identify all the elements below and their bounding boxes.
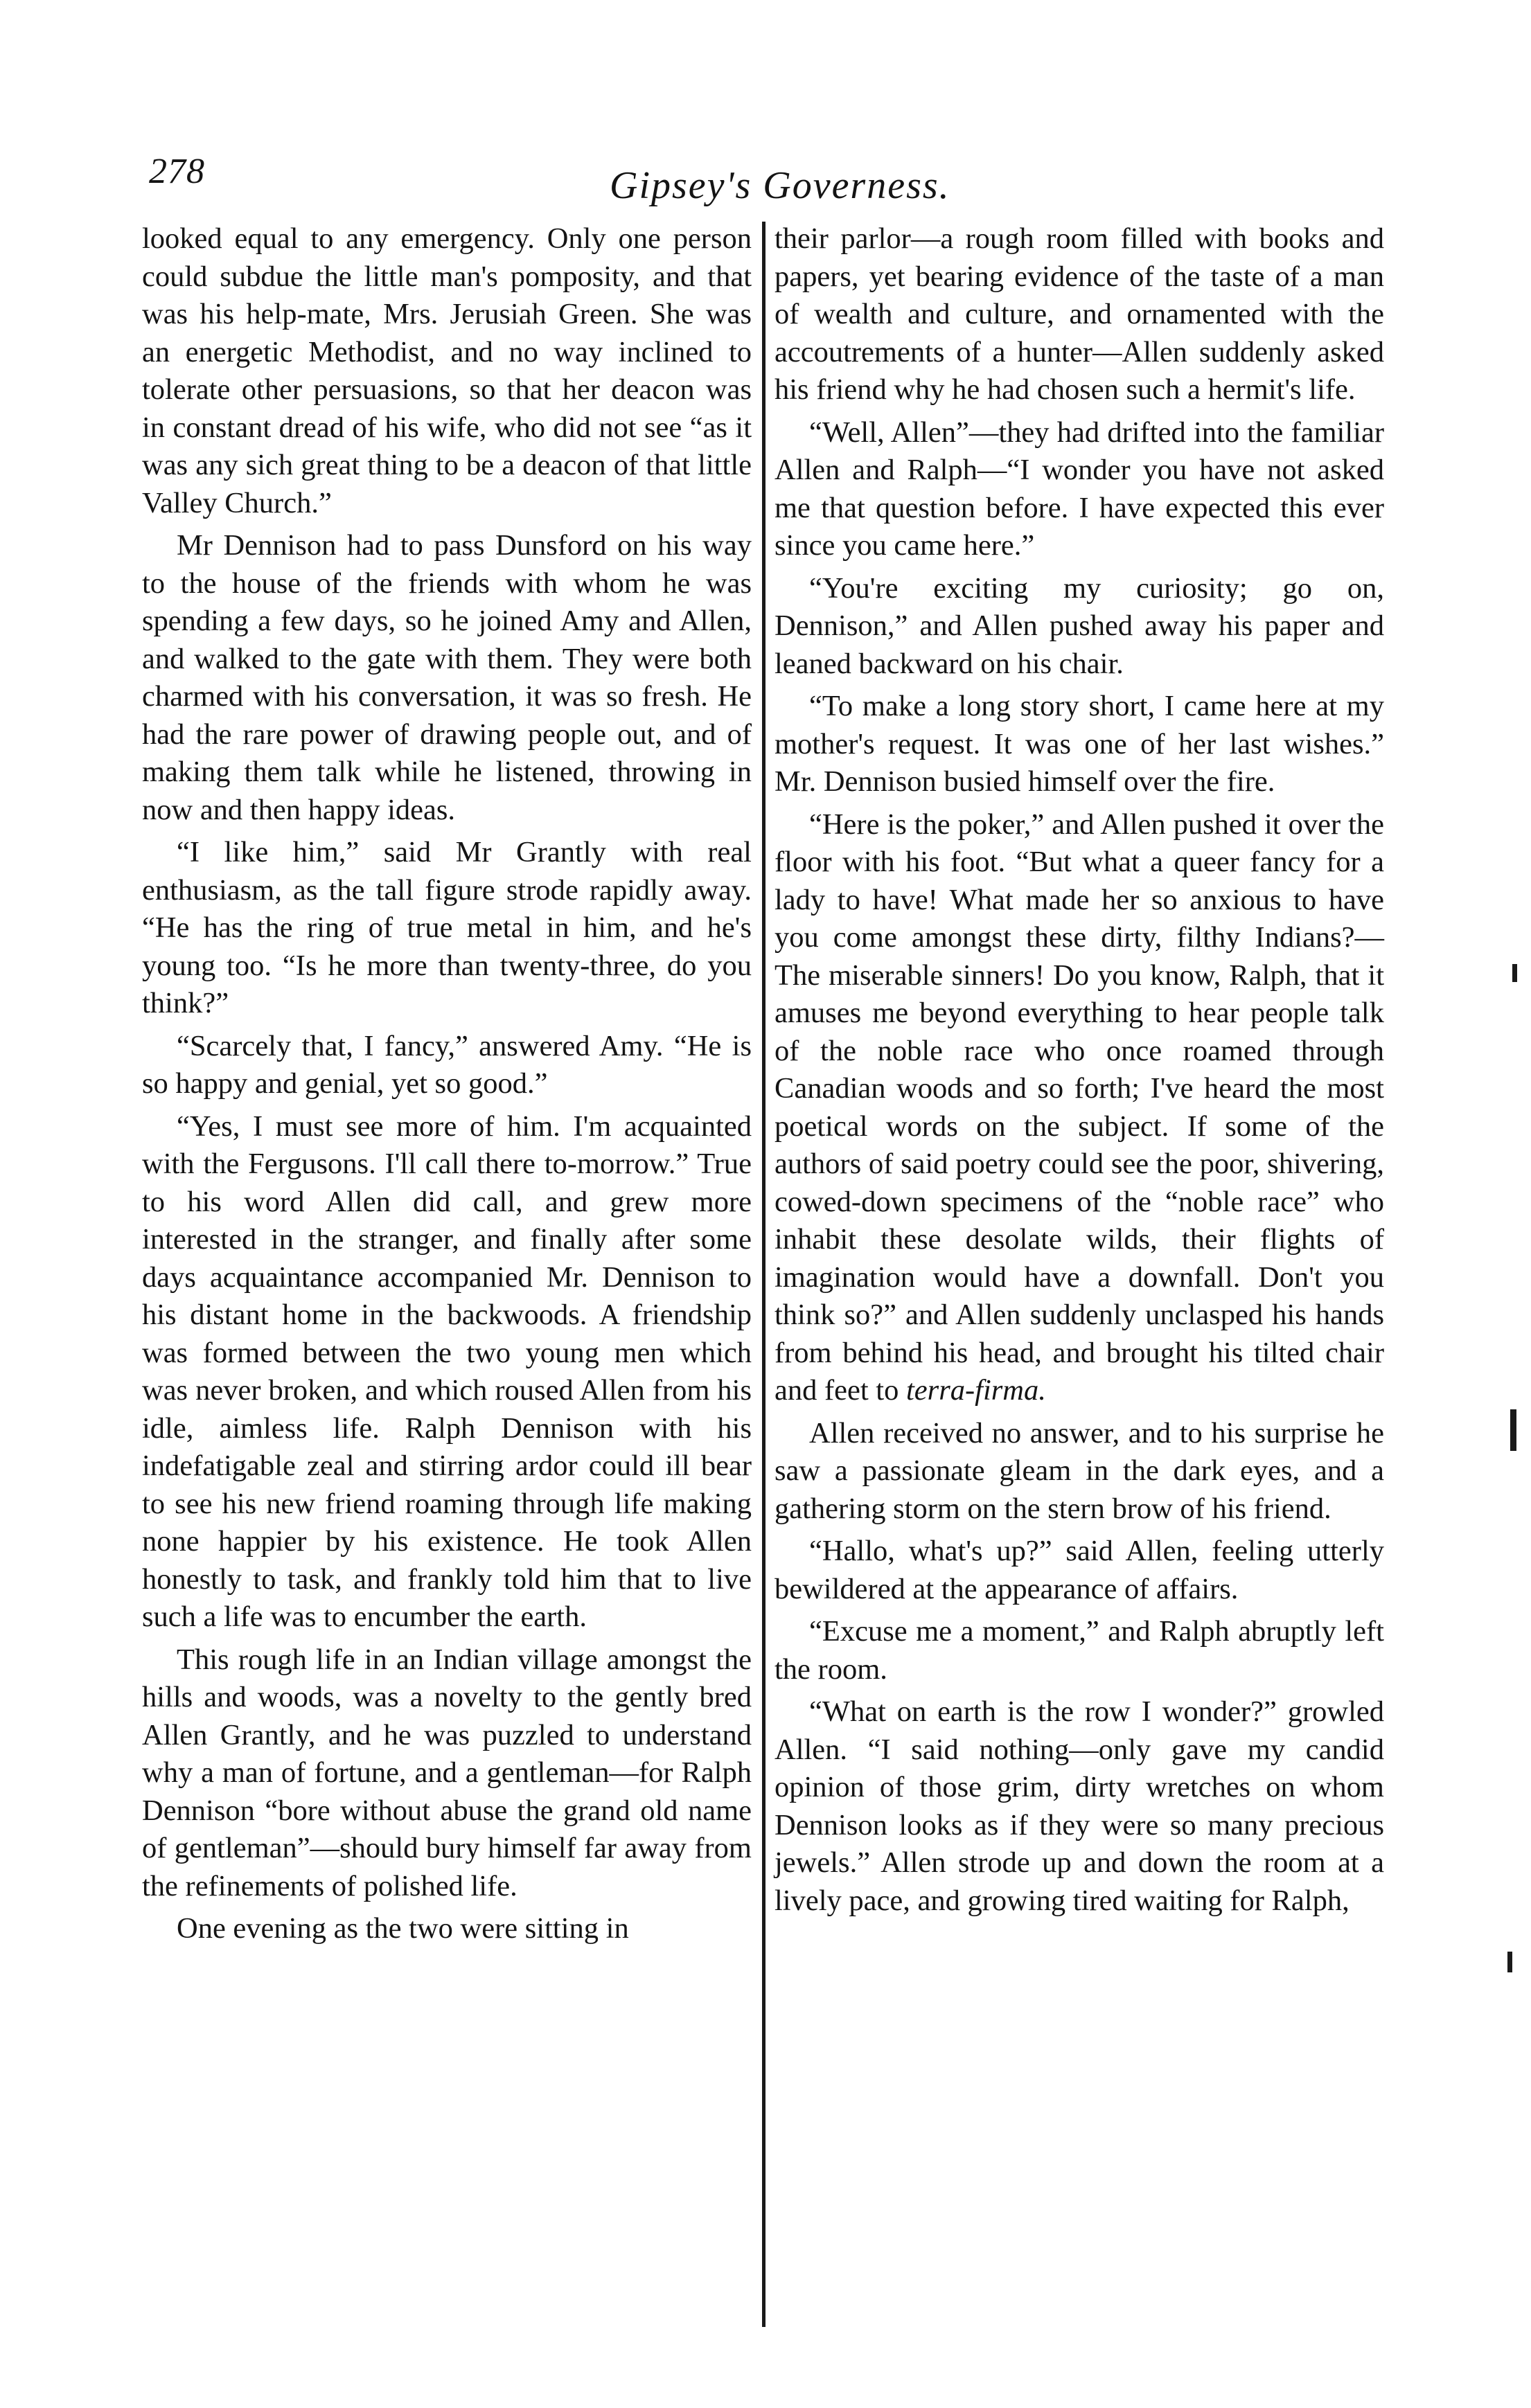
right-text-column xyxy=(775,220,1384,1925)
paragraph: “What on earth is the row I wonder?” growled Allen. “I said nothing—only gave my candid opinion of those grim, dirty wretches on whom Dennison looks as if they were so many precious jewels.” Allen strode up and down the room at a lively pace, and growing tired waiting for Ralph, xyxy=(775,1695,1384,1917)
paragraph: looked equal to any emergency. Only one person could subdue the little man's pomposity, and that was his help-mate, Mrs. Jerusiah Green. She was an energetic Methodist, and no way inclined to tolerate other persuasions, so that her deacon was in constant dread of his wife, who did not see “as it was any sich great thing to be a deacon of that little Valley Church.” xyxy=(142,222,752,519)
running-head: Gipsey's Governess. xyxy=(610,164,950,207)
paragraph: “I like him,” said Mr Grantly with real enthusiasm, as the tall figure strode rapidly away. “He has the ring of true metal in him, and he's young too. “Is he more than twenty-three, do you think?” xyxy=(142,836,752,1019)
paragraph: “Yes, I must see more of him. I'm acquainted with the Fergusons. I'll call there to-morrow.” True to his word Allen did call, and grew more interested in the stranger, and finally after some days acquaintance accompanied Mr. Dennison to his distant home in the backwoods. A friendship was formed between the two young men which was never broken, and which roused Allen from his idle, aimless life. Ralph Dennison with his indefatigable zeal and stirring ardor could ill bear to see his new friend roaming through life making none happier by his existence. He took Allen honestly to task, and frankly told him that to live such a life was to encumber the earth. xyxy=(142,1109,752,1633)
paragraph: “You're exciting my curiosity; go on, Dennison,” and Allen pushed away his paper and leaned backward on his chair. xyxy=(775,571,1384,680)
left-text-column xyxy=(142,220,752,1953)
paragraph: “Well, Allen”—they had drifted into the familiar Allen and Ralph—“I wonder you have not asked me that question before. I have expected this ever since you came here.” xyxy=(775,416,1384,562)
column-divider-rule xyxy=(762,222,766,2327)
paragraph-text: “Here is the poker,” and Allen pushed it over the floor with his foot. “But what a queer fancy for a lady to have! What made her so anxious to have you come amongst these dirty, filthy Indians?—The miserable sinners! Do you know, Ralph, that it amuses me beyond everything to hear people talk of the noble race who once roamed through Canadian woods and so forth; I've heard the most poetical words on the subject. If some of the authors of said poetry could see the poor, shivering, cowed-down specimens of the “noble race” who inhabit these desolate wilds, their flights of imagination would have a downfall. Don't you think so?” and Allen suddenly unclasped his hands from behind his head, and brought his tilted chair and feet to xyxy=(775,808,1384,1407)
paragraph: This rough life in an Indian village amongst the hills and woods, was a novelty to the gently bred Allen Grantly, and he was puzzled to understand why a man of fortune, and a gentleman—for Ralph Dennison “bore without abuse the grand old name of gentleman”—should bury himself far away from the refinements of polished life. xyxy=(142,1643,752,1902)
paragraph xyxy=(775,806,1384,1410)
paragraph: “To make a long story short, I came here at my mother's request. It was one of her last wishes.” Mr. Dennison busied himself over the fire. xyxy=(775,690,1384,798)
paragraph: “Scarcely that, I fancy,” answered Amy. “He is so happy and genial, yet so good.” xyxy=(142,1029,752,1100)
paragraph: Allen received no answer, and to his surprise he saw a passionate gleam in the dark eyes, and a gathering storm on the stern brow of his friend. xyxy=(775,1416,1384,1525)
margin-mark xyxy=(1510,1409,1516,1451)
paragraph: “Hallo, what's up?” said Allen, feeling utterly bewildered at the appearance of affairs. xyxy=(775,1535,1384,1605)
margin-mark xyxy=(1512,964,1517,982)
paragraph: Mr Dennison had to pass Dunsford on his way to the house of the friends with whom he was spending a few days, so he joined Amy and Allen, and walked to the gate with them. They were both charmed with his conversation, it was so fresh. He had the rare power of drawing people out, and of making them talk while he listened, throwing in now and then happy ideas. xyxy=(142,529,752,826)
italic-phrase: terra-firma. xyxy=(905,1374,1046,1407)
margin-mark xyxy=(1507,1952,1512,1972)
paragraph: One evening as the two were sitting in xyxy=(177,1912,629,1945)
paragraph: their parlor—a rough room filled with books and papers, yet bearing evidence of the taste of a man of wealth and culture, and ornamented with the accoutrements of a hunter—Allen suddenly asked his friend why he had chosen such a hermit's life. xyxy=(775,222,1384,406)
page-number: 278 xyxy=(149,152,205,191)
paragraph: “Excuse me a moment,” and Ralph abruptly left the room. xyxy=(775,1615,1384,1686)
